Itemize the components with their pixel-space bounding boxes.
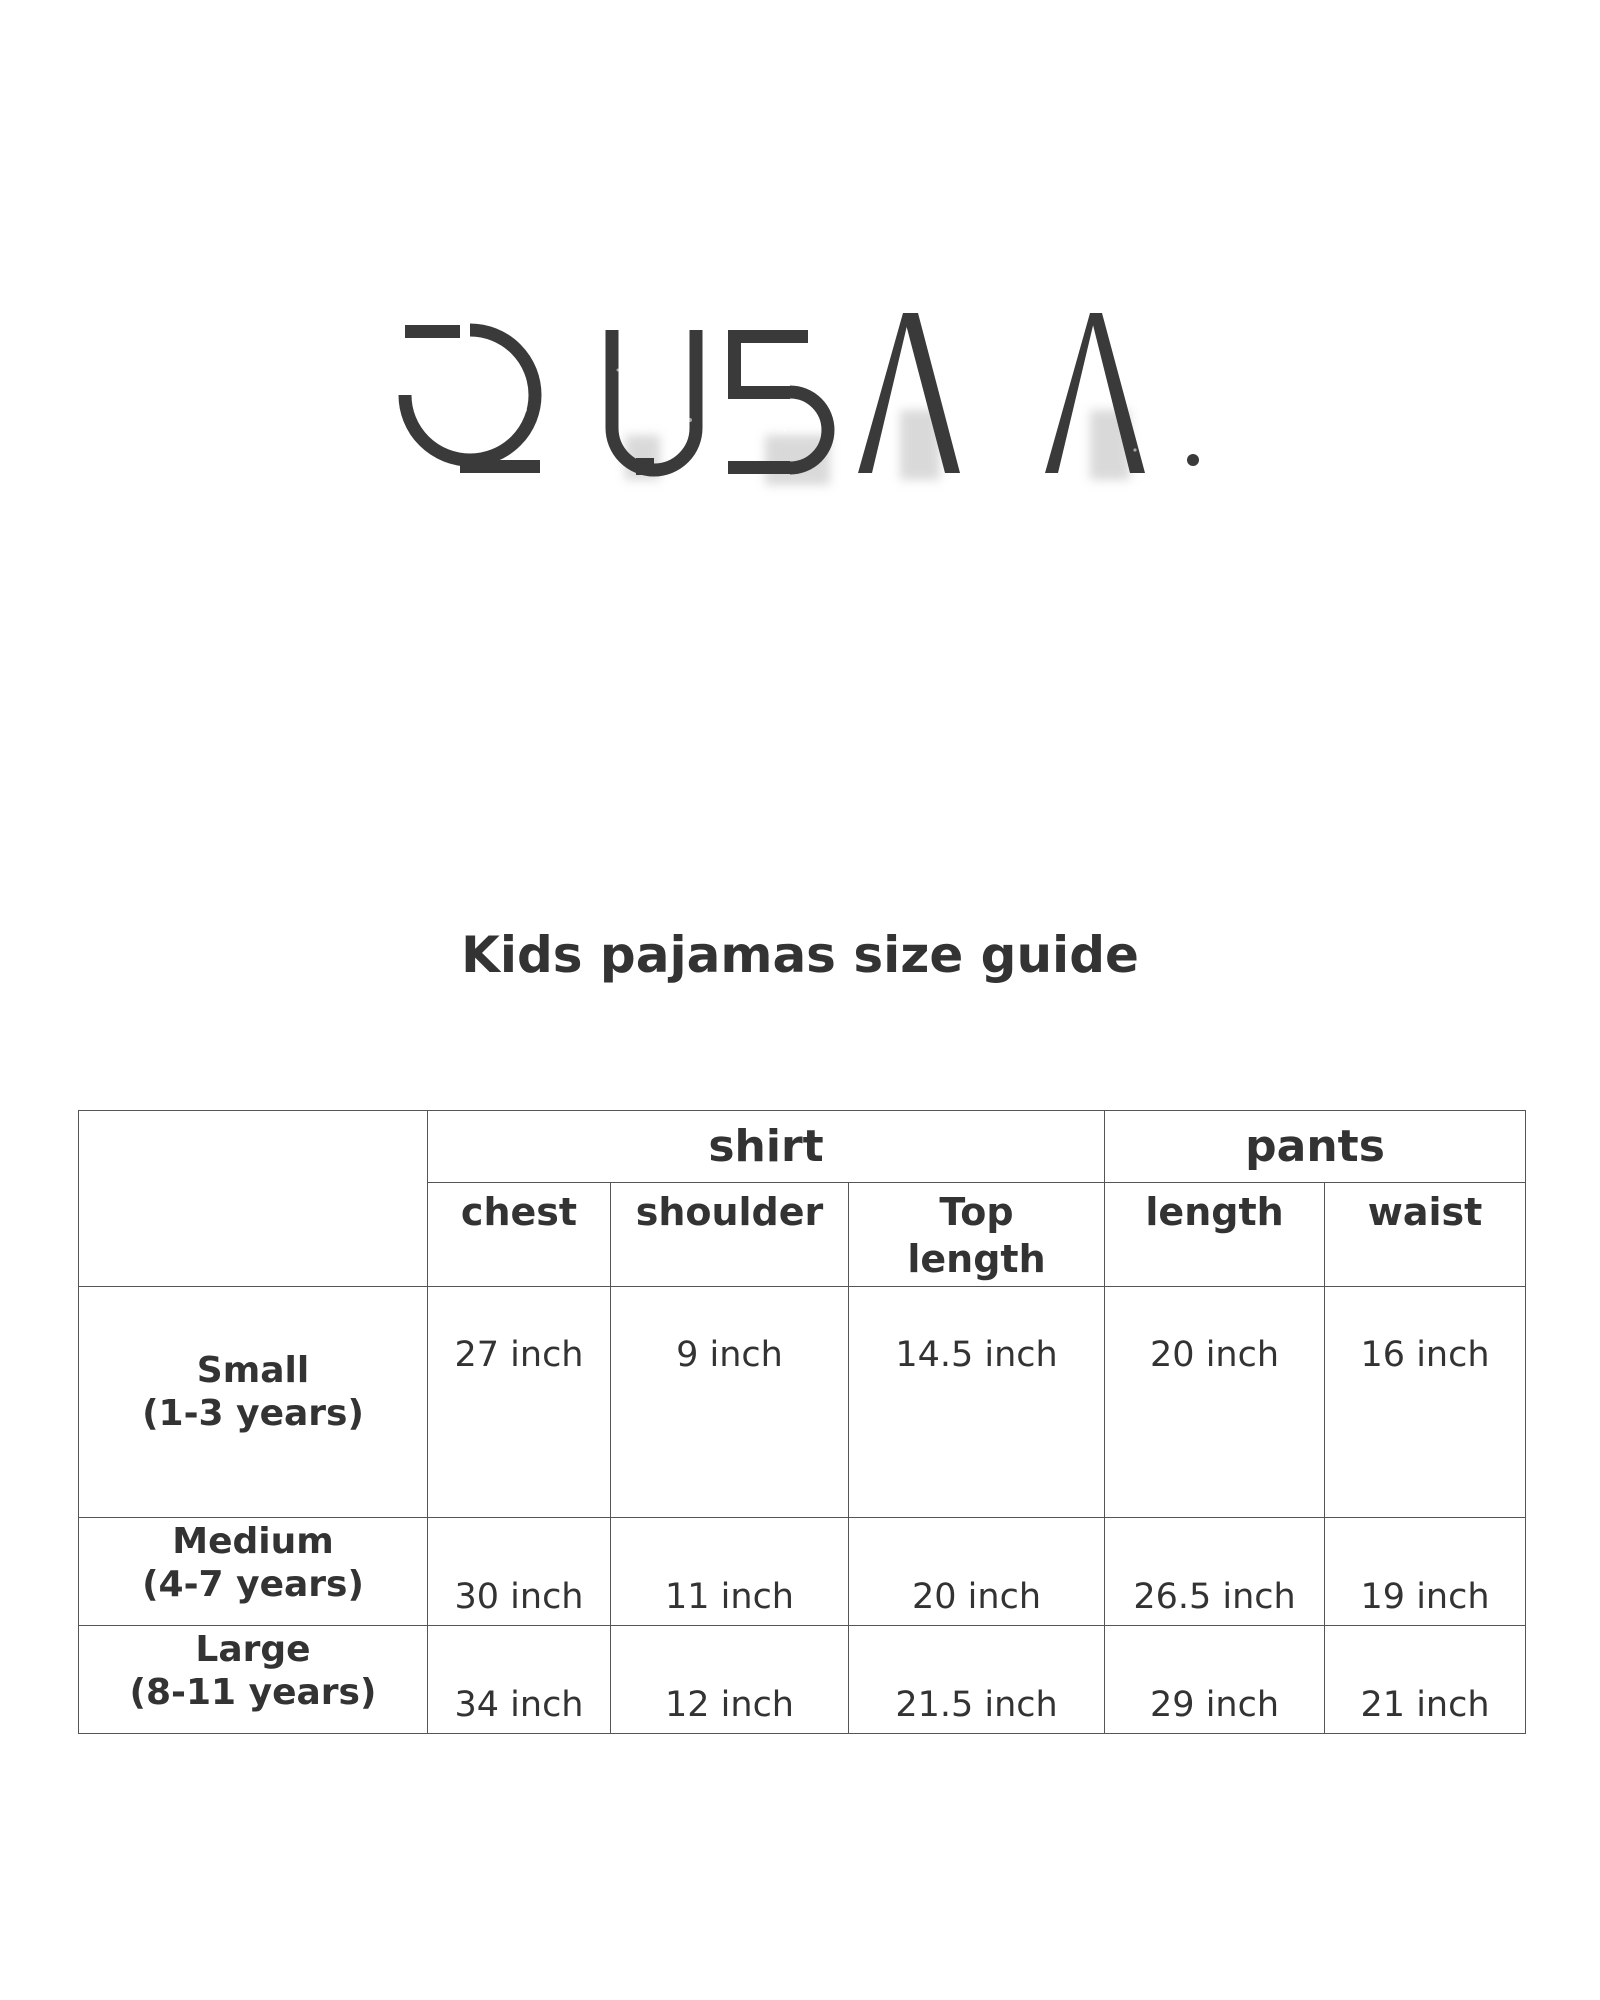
- cell-shoulder: 12 inch: [611, 1626, 849, 1734]
- row-label-medium: [79, 1518, 428, 1626]
- cell-waist: 19 inch: [1325, 1518, 1526, 1626]
- group-header-row: [79, 1111, 1526, 1183]
- size-name: Large: [195, 1629, 311, 1670]
- cell-waist: 21 inch: [1325, 1626, 1526, 1734]
- cell-shoulder: 11 inch: [611, 1518, 849, 1626]
- column-header-top-length: [849, 1183, 1105, 1287]
- column-header-chest-label: chest: [460, 1190, 578, 1234]
- column-header-shoulder: [611, 1183, 849, 1287]
- size-guide-table: [78, 1110, 1526, 1734]
- brand-logo: [390, 310, 1220, 510]
- column-header-waist-label: waist: [1367, 1190, 1483, 1234]
- size-age-range: (8-11 years): [129, 1672, 377, 1713]
- cell-chest: 27 inch: [428, 1287, 611, 1518]
- size-name: Small: [196, 1350, 310, 1391]
- table-row-small: [79, 1287, 1526, 1518]
- size-name: Medium: [172, 1521, 334, 1562]
- cell-chest: 34 inch: [428, 1626, 611, 1734]
- cell-top-length: 21.5 inch: [849, 1626, 1105, 1734]
- cell-waist: 16 inch: [1325, 1287, 1526, 1518]
- table-row-medium: [79, 1518, 1526, 1626]
- size-age-range: (1-3 years): [142, 1393, 364, 1434]
- column-header-shoulder-label: shoulder: [635, 1190, 824, 1234]
- cell-pants-length: 26.5 inch: [1105, 1518, 1325, 1626]
- table-row-large: [79, 1626, 1526, 1734]
- row-label-large: [79, 1626, 428, 1734]
- column-header-waist: [1325, 1183, 1526, 1287]
- cell-shoulder: 9 inch: [611, 1287, 849, 1518]
- corner-cell: [79, 1111, 428, 1287]
- cell-pants-length: 20 inch: [1105, 1287, 1325, 1518]
- column-header-pants-length-label: length: [1145, 1190, 1284, 1234]
- page-title: Kids pajamas size guide: [461, 926, 1139, 984]
- group-header-pants: pants: [1105, 1111, 1526, 1183]
- size-age-range: (4-7 years): [142, 1564, 364, 1605]
- cell-top-length: 20 inch: [849, 1518, 1105, 1626]
- column-header-pants-length: [1105, 1183, 1325, 1287]
- column-header-top-length-line1: Top: [939, 1190, 1014, 1234]
- cell-pants-length: 29 inch: [1105, 1626, 1325, 1734]
- cell-top-length: 14.5 inch: [849, 1287, 1105, 1518]
- column-header-chest: [428, 1183, 611, 1287]
- group-header-shirt: shirt: [428, 1111, 1105, 1183]
- column-header-top-length-line2: length: [907, 1237, 1046, 1281]
- row-label-small: [79, 1287, 428, 1518]
- cell-chest: 30 inch: [428, 1518, 611, 1626]
